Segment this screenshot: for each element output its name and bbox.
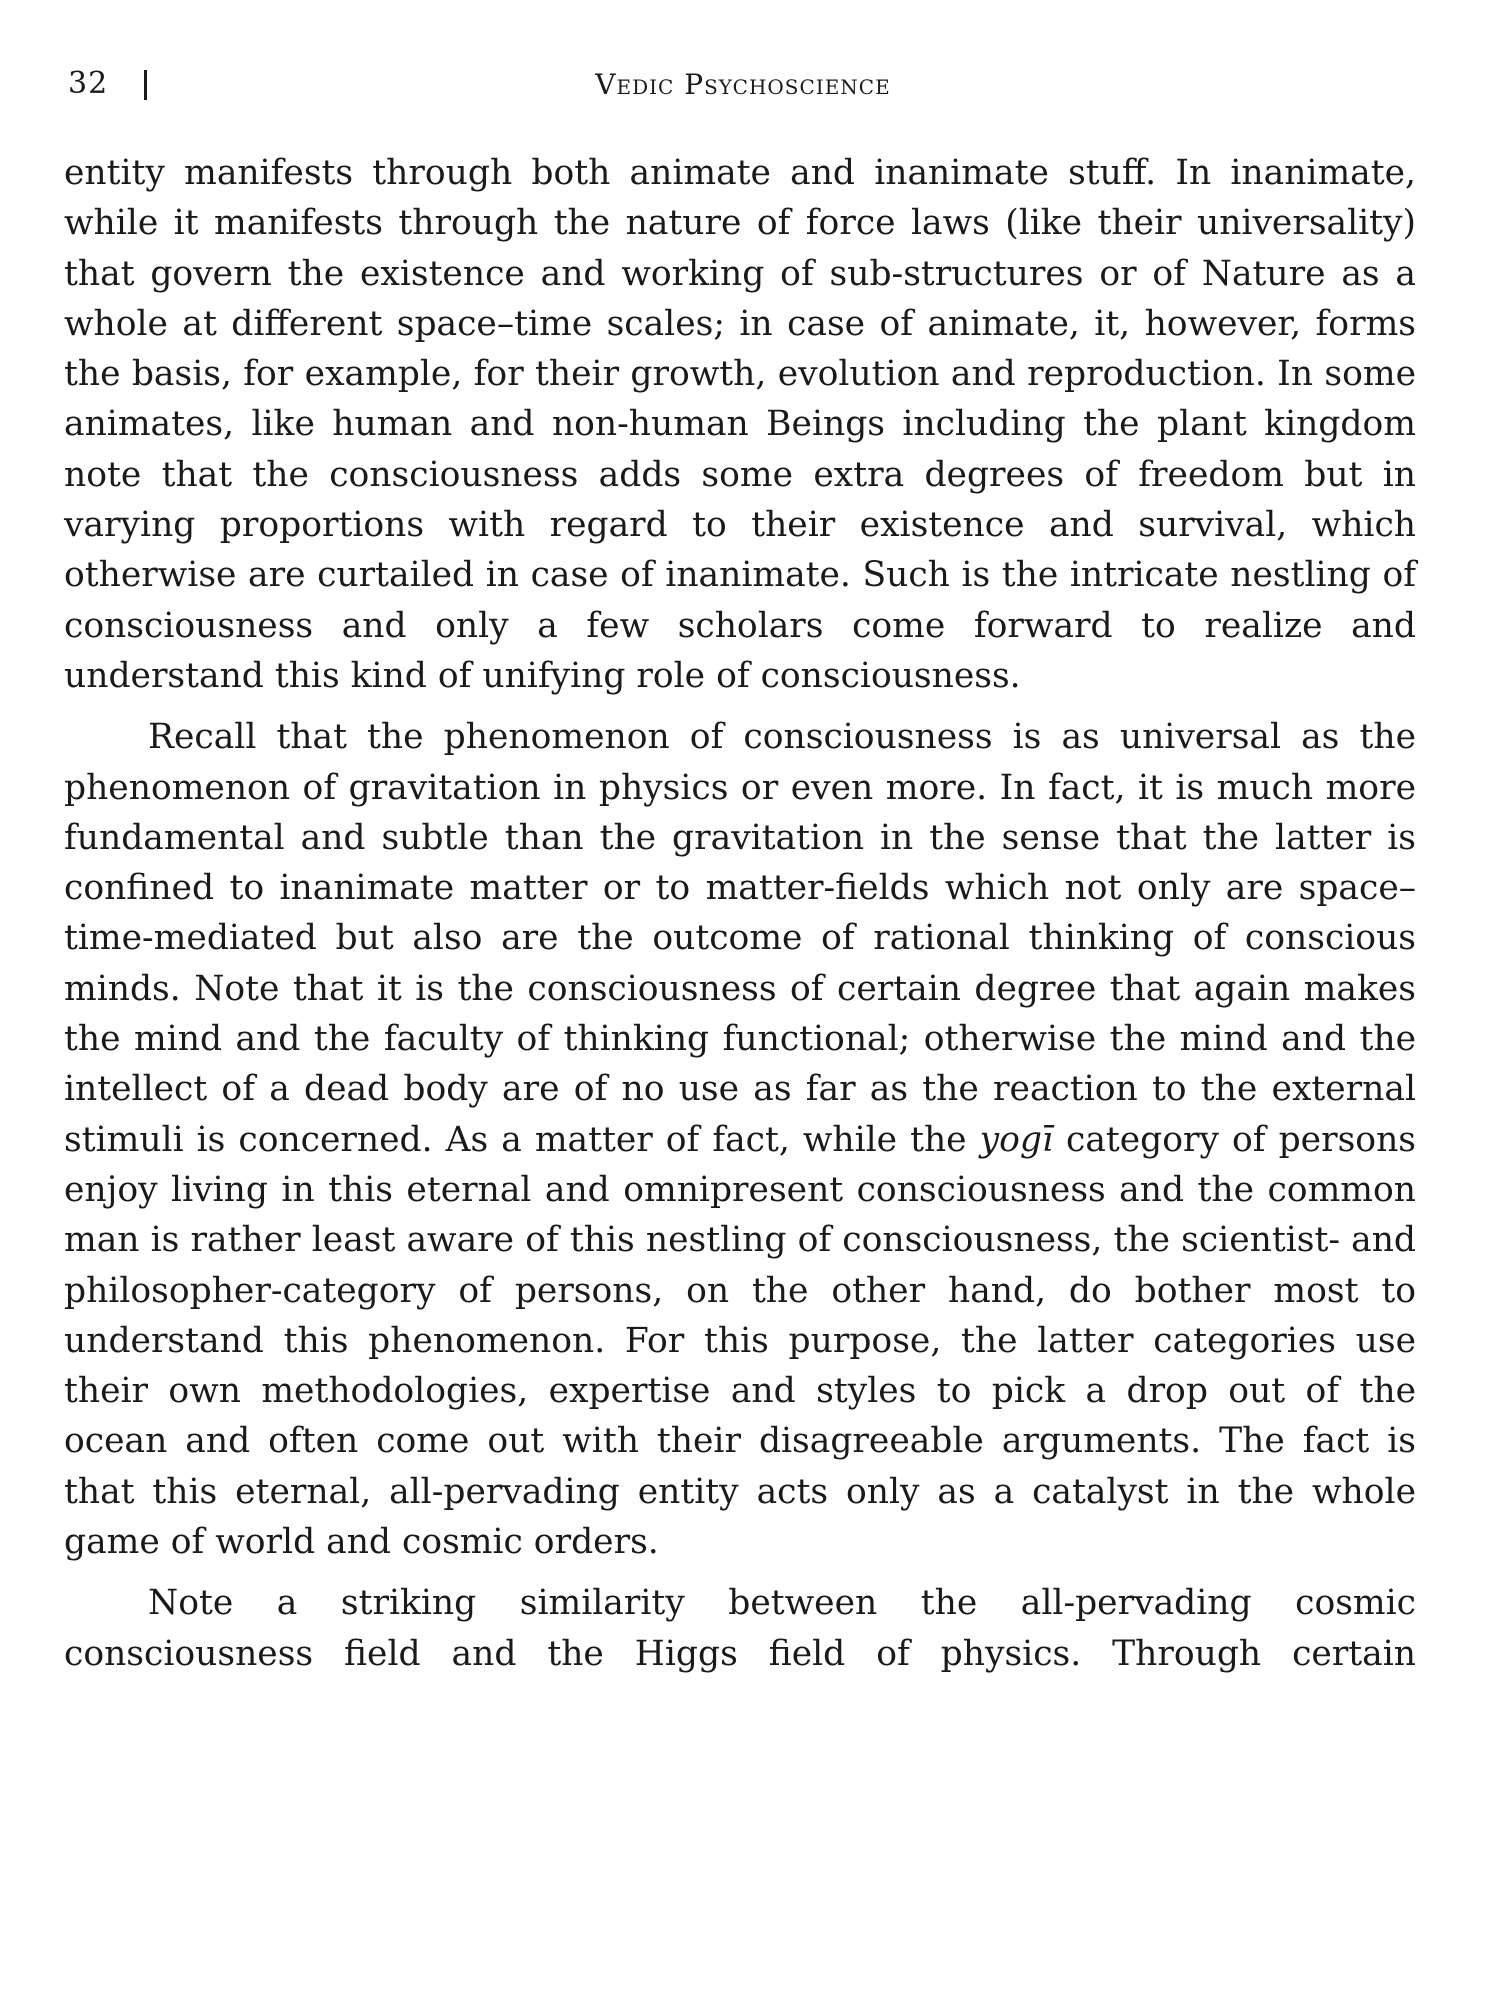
paragraph-2-text-after: category of persons enjoy living in this eternal and omnipresent consciousness and the common man is rather least aware of this nestling of consciousness, the scientist- and philosopher-category of persons, on the other hand, do bother most to understand this phenomenon. For this purpose, the latter categories use their own methodologies, expertise and styles to pick a drop out of the ocean and often come out with their disagreeable arguments. The fact is that this eternal, all-pervading entity acts only as a catalyst in the whole game of world and cosmic orders. [64, 1119, 1416, 1563]
book-title: Vedic Psychoscience [595, 68, 891, 101]
page-number: 32 [68, 66, 109, 101]
running-head [68, 66, 1418, 110]
paragraph-2 [64, 712, 1416, 1567]
paragraph-3: Note a striking similarity between the all-pervading cosmic consciousness field and the Higgs field of physics. Through certain [64, 1583, 1416, 1674]
paragraph-1: entity manifests through both animate and inanimate stuff. In inanimate, while it manifests through the nature of force laws (like their universality) that govern the existence and working of sub-structures or of Nature as a whole at different space–time scales; in case of animate, it, however, forms the basis, for example, for their growth, evolution and reproduction. In some animates, like human and non-human Beings including the plant kingdom note that the consciousness adds some extra degrees of freedom but in varying proportions with regard to their existence and survival, which otherwise are curtailed in case of inanimate. Such is the intricate nestling of consciousness and only a few scholars come forward to realize and understand this kind of unifying role of consciousness. [64, 153, 1416, 696]
body-text [64, 148, 1416, 1679]
paragraph-2-text-before: Recall that the phenomenon of consciousness is as universal as the phenomenon of gravitation in physics or even more. In fact, it is much more fundamental and subtle than the gravitation in the sense that the latter is confined to inanimate matter or to matter-fields which not only are space–time-mediated but also are the outcome of rational thinking of conscious minds. Note that it is the consciousness of certain degree that again makes the mind and the faculty of thinking functional; otherwise the mind and the intellect of a dead body are of no use as far as the reaction to the external stimuli is concerned. As a matter of fact, while the [64, 717, 1416, 1160]
italic-term-yogi: yogī [979, 1119, 1053, 1160]
